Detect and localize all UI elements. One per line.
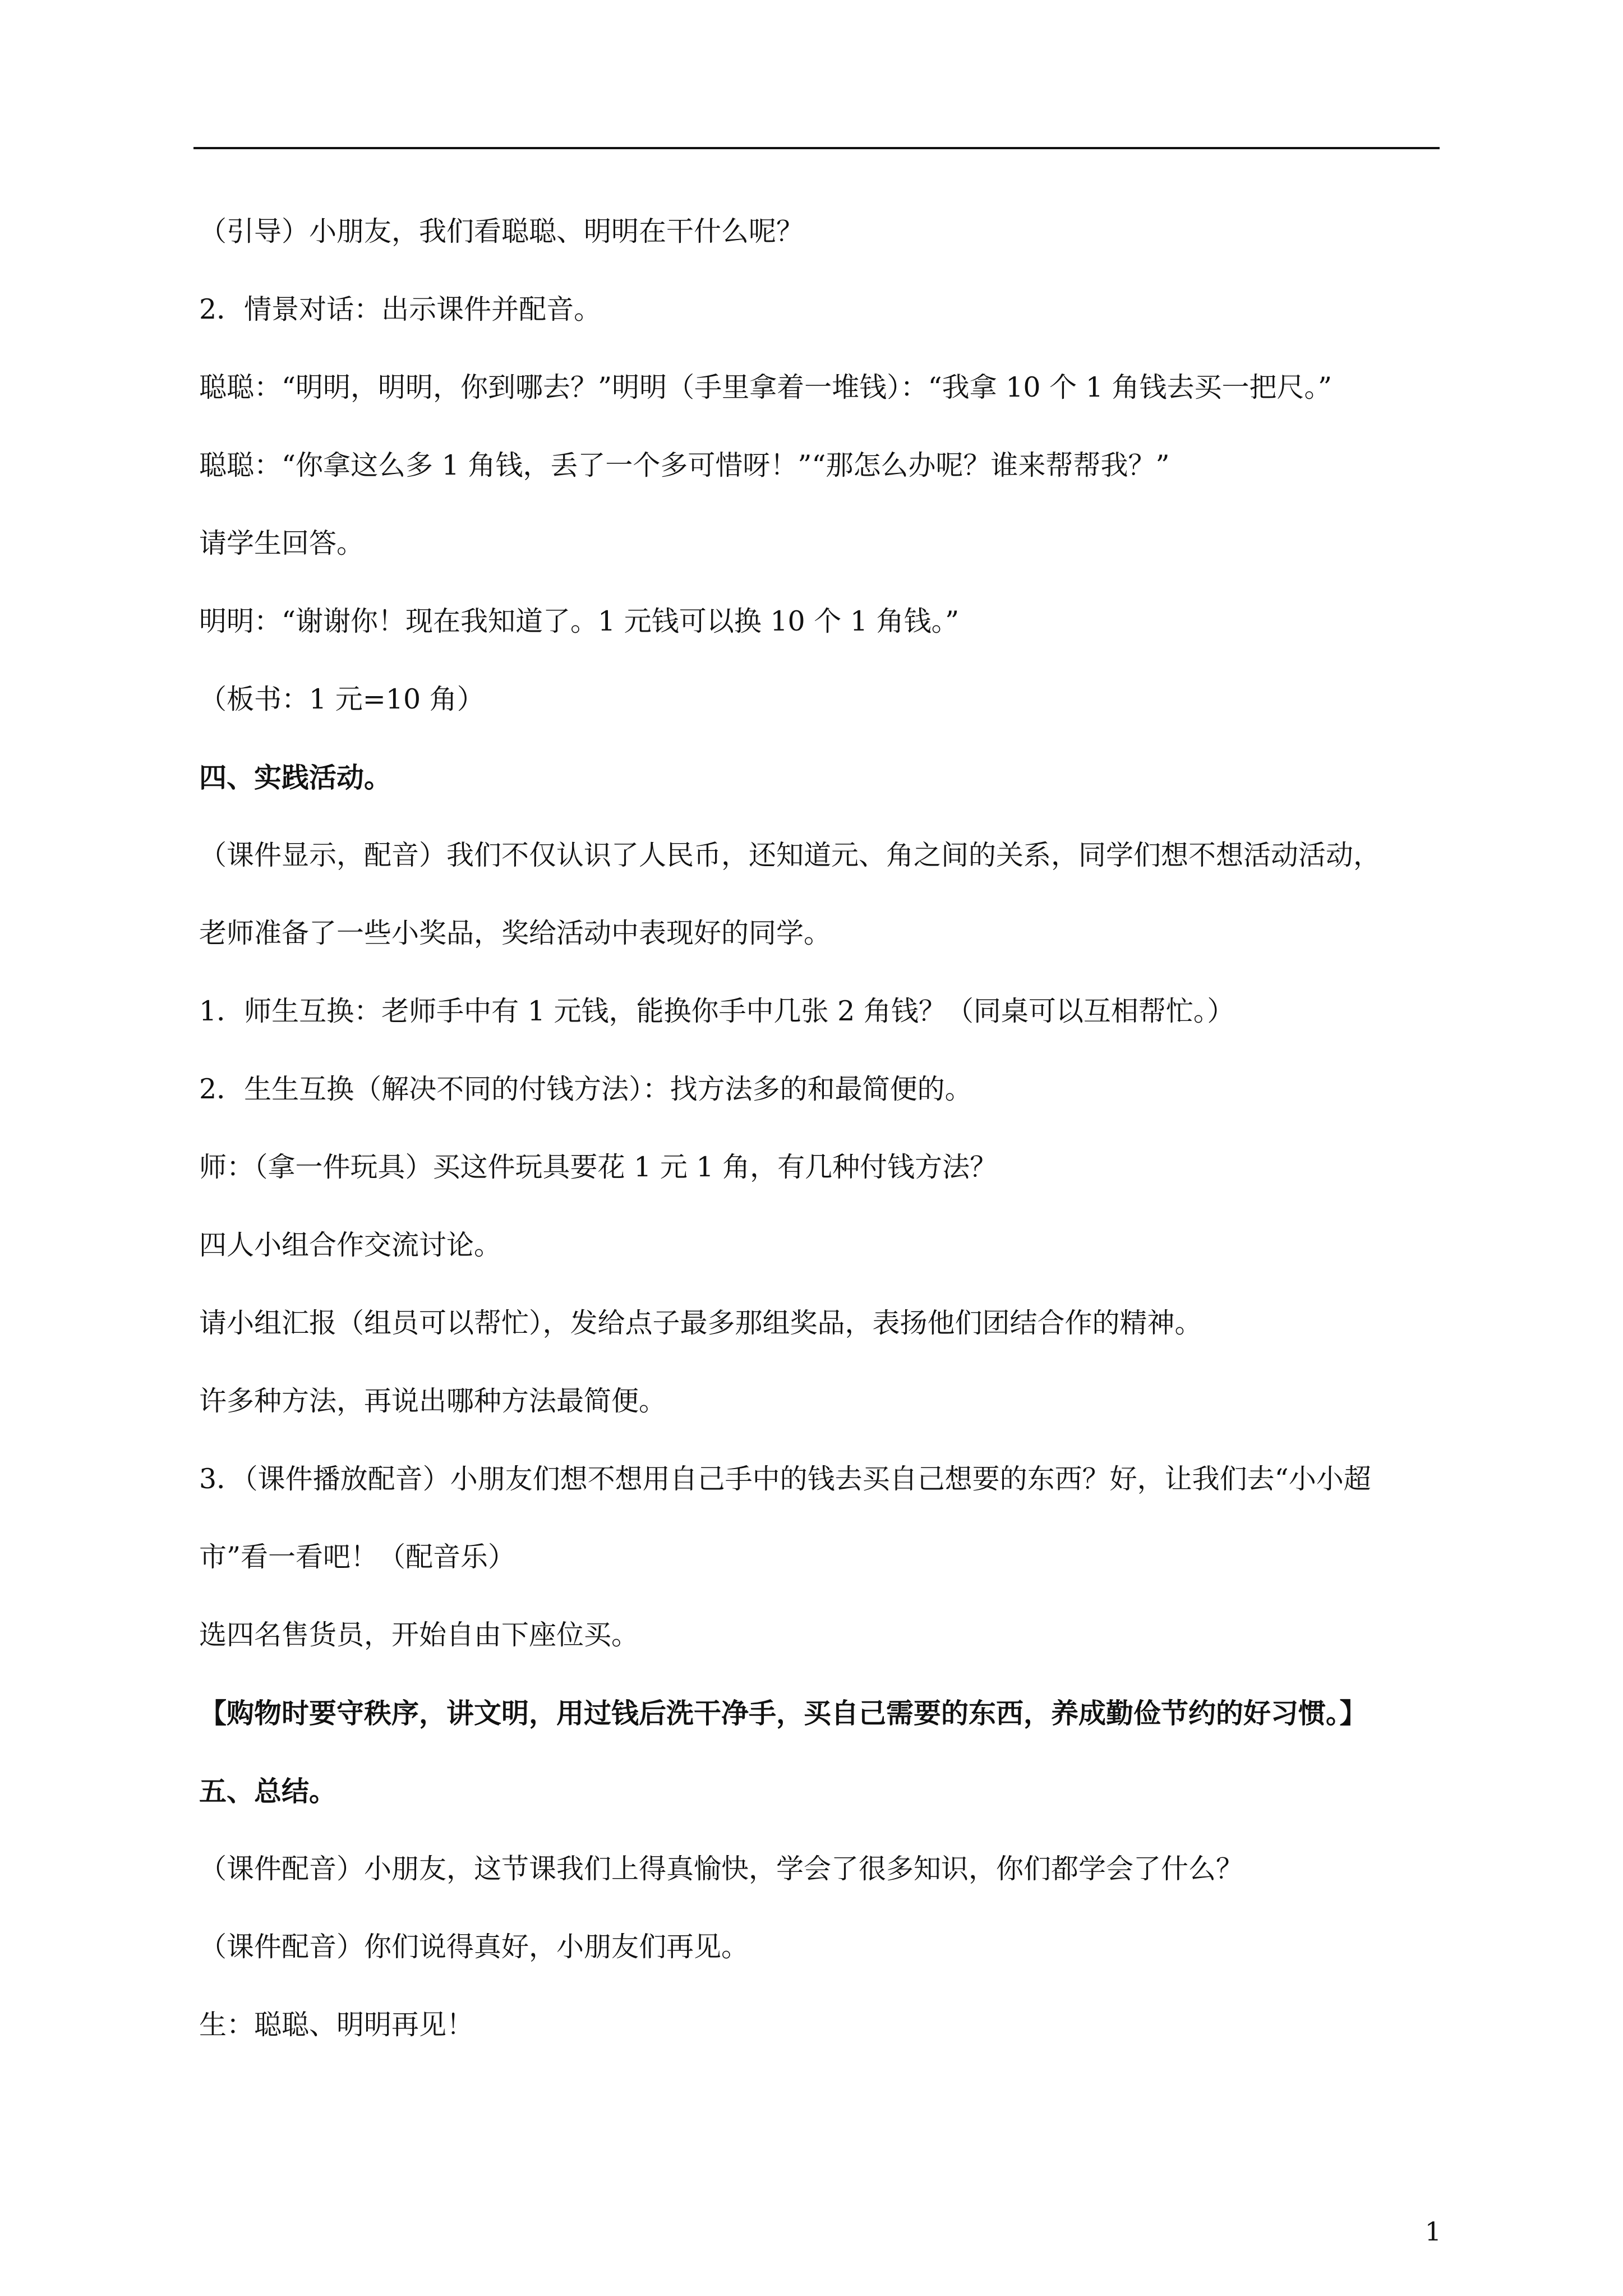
paragraph-practice-intro-line2: 老师准备了一些小奖品，奖给活动中表现好的同学。 [199,917,832,949]
paragraph-supermarket-line1: 3．（课件播放配音）小朋友们想不想用自己手中的钱去买自己想要的东西？好，让我们去“小小超 [199,1463,1371,1495]
page-number: 1 [1424,2216,1441,2247]
paragraph-summary-goodbye: （课件配音）你们说得真好，小朋友们再见。 [199,1931,749,1963]
paragraph-group-discussion: 四人小组合作交流讨论。 [199,1229,502,1261]
paragraph-simplest-method: 许多种方法，再说出哪种方法最简便。 [199,1385,667,1417]
section-heading-practice: 四、实践活动。 [199,761,392,794]
paragraph-dialogue-2: 聪聪：“你拿这么多 1 角钱，丢了一个多可惜呀！”“那怎么办呢？谁来帮帮我？” [199,449,1170,481]
paragraph-supermarket-line2: 市”看一看吧！（配音乐） [199,1541,516,1573]
paragraph-student-goodbye: 生：聪聪、明明再见！ [199,2009,474,2041]
paragraph-student-answer: 请学生回答。 [199,527,365,559]
paragraph-dialogue-1: 聪聪：“明明，明明，你到哪去？”明明（手里拿着一堆钱）：“我拿 10 个 1 角钱去买一把尺。” [199,371,1332,403]
section-heading-summary: 五、总结。 [199,1775,337,1807]
header-rule [193,147,1440,149]
paragraph-student-exchange: 2．生生互换（解决不同的付钱方法）：找方法多的和最简便的。 [199,1073,972,1105]
paragraph-guide-question: （引导）小朋友，我们看聪聪、明明在干什么呢？ [199,215,804,247]
document-body [199,212,1441,2045]
paragraph-teacher-toy: 师：（拿一件玩具）买这件玩具要花 1 元 1 角，有几种付钱方法？ [199,1151,998,1183]
paragraph-group-report: 请小组汇报（组员可以帮忙），发给点子最多那组奖品，表扬他们团结合作的精神。 [199,1307,1202,1339]
paragraph-shopping-rules: 【购物时要守秩序，讲文明，用过钱后洗干净手，买自己需要的东西，养成勤俭节约的好习惯。】 [199,1697,1367,1729]
paragraph-dialogue-3: 明明：“谢谢你！现在我知道了。1 元钱可以换 10 个 1 角钱。” [199,605,960,637]
paragraph-practice-intro-line1: （课件显示，配音）我们不仅认识了人民币，还知道元、角之间的关系，同学们想不想活动活动， [199,839,1381,871]
paragraph-teacher-student-exchange: 1．师生互换：老师手中有 1 元钱，能换你手中几张 2 角钱？（同桌可以互相帮忙。） [199,995,1235,1027]
paragraph-select-sellers: 选四名售货员，开始自由下座位买。 [199,1619,639,1651]
paragraph-summary-question: （课件配音）小朋友，这节课我们上得真愉快，学会了很多知识，你们都学会了什么？ [199,1853,1244,1885]
paragraph-board-note: （板书：1 元=10 角） [199,683,485,715]
paragraph-scenario-dialogue: 2．情景对话：出示课件并配音。 [199,293,602,325]
